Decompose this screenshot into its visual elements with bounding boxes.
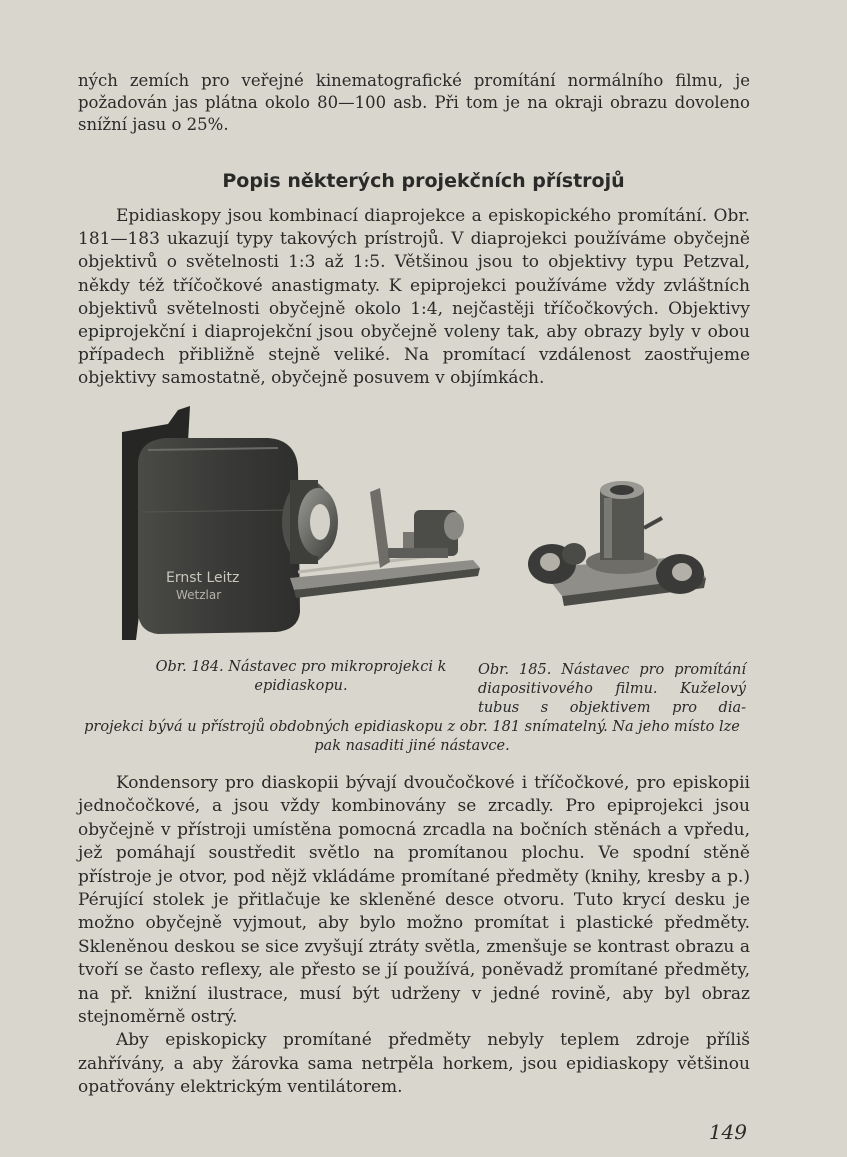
- body-paragraph-3-text: Aby episkopicky promítané předměty nebyly teplem zdroje příliš zahřívány, a aby žárovka sama netrpěla horkem, jsou epidiaskopy většinou opatřovány elektrickým ventilátorem.: [78, 1030, 750, 1098]
- figure-184-label-brand: Ernst Leitz: [166, 570, 240, 586]
- figure-185-image: [522, 478, 712, 613]
- intro-paragraph: [78, 70, 750, 136]
- body-paragraph-1: [78, 205, 750, 391]
- page-number: 149: [708, 1120, 747, 1144]
- body-paragraph-1-text: Epidiaskopy jsou kombinací diaprojekce a episkopického promítání. Obr. 181—183 ukazují typy takových prístrojů. V diaprojekci používáme obyčejně objektivů o světelnosti 1:3 až 1:5. Většinou jsou to objektivy typu Petzval, někdy též tříčočkové anastigmaty. K epiprojekci používáme vždy zvláštních objektivů světelnosti obyčejně okolo 1:4, nejčastěji tříčočkových. Objektivy epiprojekční i diaprojekční jsou obyčejně voleny tak, aby obrazy byly v obou případech přibližně stejně veliké. Na promítací vzdálenost zaostřujeme objektivy samostatně, obyčejně posuvem v objímkách.: [78, 206, 750, 389]
- body-paragraphs-lower: [78, 772, 750, 1100]
- figure-185-caption-part1: Obr. 185. Nástavec pro promítání diapositivového filmu. Kuželový tubus s objektivem pro dia-: [478, 662, 746, 716]
- figure-184-label-city: Wetzlar: [176, 588, 222, 602]
- section-heading: Popis některých projekčních přístrojů: [222, 170, 625, 192]
- body-paragraph-2-text: Kondensory pro diaskopii bývají dvoučočkové i tříčočkové, pro episkopii jednočočkové, a jsou vždy kombinovány se zrcadly. Pro epiprojekci jsou obyčejně v přístroji umístěna pomocná zrcadla na bočních stěnách a vpředu, jež pomáhají soustředit světlo na promítanou plochu. Ve spodní stěně přístroje je otvor, pod nějž vkládáme promítané předměty (knihy, kresby a p.) Pérující stolek je přitlačuje ke skleněné desce otvoru. Tuto krycí desku je možno obyčejně vyjmout, aby bylo možno promítat i plastické předměty. Skleněnou deskou se sice zvyšují ztráty světla, zmenšuje se kontrast obrazu a tvoří se často reflexy, ale přesto se jí používá, poněvadž promítané předměty, na př. knižní ilustrace, musí být udrženy v jedné rovině, aby byl obraz stejnoměrně ostrý.: [78, 773, 750, 1028]
- intro-text: ných zemích pro veřejné kinematografické promítání normálního filmu, je požadován jas plátna okolo 80—100 asb. Při tom je na okraji obrazu dovoleno snížní jasu o 25%.: [78, 71, 750, 134]
- figure-185-caption-part2: projekci bývá u přístrojů obdobných epidiaskopu z obr. 181 snímatelný. Na jeho místo lze pak nasaditi jiné nástavce.: [84, 719, 740, 754]
- figure-184-caption: Obr. 184. Nástavec pro mikroprojekci k epidiaskopu.: [155, 659, 447, 694]
- figure-184-image: [118, 402, 488, 644]
